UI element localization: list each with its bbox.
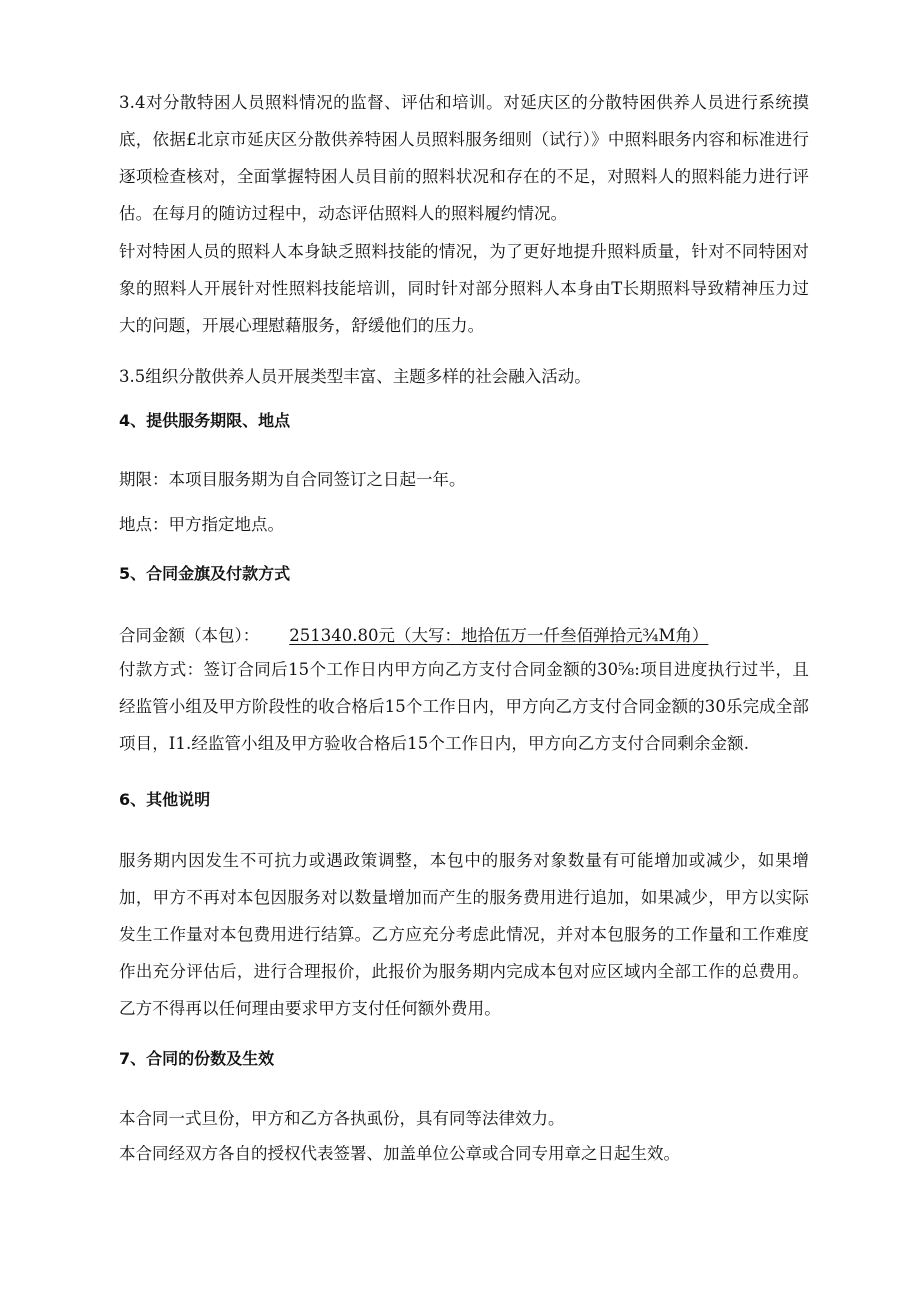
contract-amount-row <box>119 622 708 650</box>
contract-amount-value: 251340.80元（大写：地拾伍万一仟叁佰弹拾元¾M角） <box>289 626 709 645</box>
contract-copies-text: 本合同一式旦份，甲方和乙方各执虱份，具有同等法律效力。 <box>119 1109 565 1128</box>
section-3-5-paragraph: 3.5组织分散供养人员开展类型丰富、主题多样的社会融入活动。 <box>119 367 591 386</box>
section-7-heading: 7、合同的份数及生效 <box>119 1049 275 1068</box>
service-location-text: 地点：甲方指定地点。 <box>119 515 284 534</box>
contract-amount-label: 合同金额（本包）： <box>119 626 260 645</box>
section-3-4-training-paragraph: 针对特困人员的照料人本身缺乏照料技能的情况，为了更好地提升照料质量，针对不同特困对象的照料人开展针对性照料技能培训，同时针对部分照料人本身由T长期照料导致精神压力过大的问题，开展心理慰藉服务，舒缓他们的压力。 <box>119 242 809 335</box>
payment-method-paragraph: 付款方式：签订合同后15个工作日内甲方向乙方支付合同金额的30⅝:项目进度执行过半，且经监管小组及甲方阶段性的收合格后15个工作日内，甲方向乙方支付合同金额的30乐完成全部项目，I1.经监管小组及甲方验收合格后15个工作日内，甲方向乙方支付合同剩余金额. <box>119 660 809 753</box>
section-3-4-paragraph: 3.4对分散特困人员照料情况的监督、评估和培训。对延庆区的分散特困供养人员进行系统摸底，依据£北京市延庆区分散供养特困人员照料服务细则（试行）》中照料眼务内容和标准进行逐项检查核对，全面掌握特困人员目前的照料状况和存在的不足，对照料人的照料能力进行评估。在每月的随访过程中，动态评估照料人的照料履约情况。 <box>119 93 809 223</box>
section-6-heading: 6、其他说明 <box>119 790 211 809</box>
service-period-text: 期限：本项目服务期为自合同签订之日起一年。 <box>119 470 466 489</box>
section-5-heading: 5、合同金旗及付款方式 <box>119 564 291 583</box>
contract-effect-text: 本合同经双方各自的授权代表签署、加盖单位公章或合同专用章之日起生效。 <box>119 1144 680 1163</box>
section-6-paragraph: 服务期内因发生不可抗力或遇政策调整，本包中的服务对象数量有可能增加或减少，如果增加，甲方不再对本包因服务对以数量增加而产生的服务费用进行追加，如果减少，甲方以实际发生工作量对本包费用进行结算。乙方应充分考虑此情况，并对本包服务的工作量和工作难度作出充分评估后，进行合理报价，此报价为服务期内完成本包对应区域内全部工作的总费用。乙方不得再以任何理由要求甲方支付任何额外费用。 <box>119 851 809 1018</box>
section-4-heading: 4、提供服务期限、地点 <box>119 411 291 430</box>
